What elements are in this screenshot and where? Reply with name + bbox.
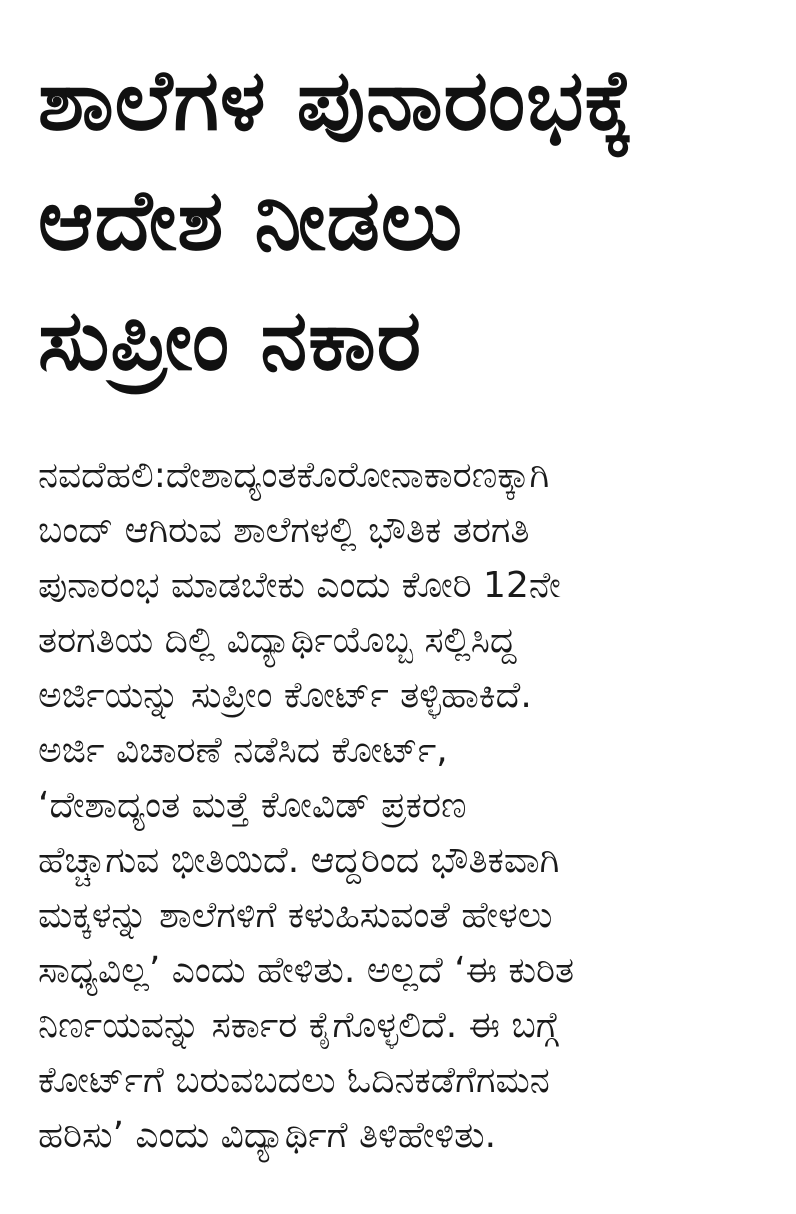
article-body bbox=[38, 448, 766, 1163]
body-line-7: ‘ದೇಶಾದ್ಯಂತ ಮತ್ತೆ ಕೋವಿಡ್ ಪ್ರಕರಣ bbox=[38, 785, 467, 826]
body-line-13: ಹರಿಸು’ ಎಂದು ವಿದ್ಯಾರ್ಥಿಗೆ ತಿಳಿಹೇಳಿತು. bbox=[38, 1115, 497, 1156]
body-line-12: ಕೋರ್ಟ್‌ಗೆ ಬರುವಬದಲು ಓದಿನಕಡೆಗೆಗಮನ bbox=[38, 1060, 550, 1101]
headline-line-2: ಆದೇಶ ನೀಡಲು bbox=[38, 171, 464, 269]
body-line-6: ಅರ್ಜಿ ವಿಚಾರಣೆ ನಡೆಸಿದ ಕೋರ್ಟ್, bbox=[38, 730, 448, 771]
body-line-2: ಬಂದ್ ಆಗಿರುವ ಶಾಲೆಗಳಲ್ಲಿ ಭೌತಿಕ ತರಗತಿ bbox=[38, 510, 530, 551]
headline-line-1: ಶಾಲೆಗಳ ಪುನಾರಂಭಕ್ಕೆ bbox=[38, 51, 635, 149]
headline-line-3: ಸುಪ್ರೀಂ ನಕಾರ bbox=[38, 291, 423, 389]
body-line-9: ಮಕ್ಕಳನ್ನು ಶಾಲೆಗಳಿಗೆ ಕಳುಹಿಸುವಂತೆ ಹೇಳಲು bbox=[38, 895, 553, 936]
body-line-1: ನವದೆಹಲಿ:ದೇಶಾದ್ಯಂತಕೊರೋನಾಕಾರಣಕ್ಕಾಗಿ bbox=[38, 455, 550, 496]
body-line-4: ತರಗತಿಯ ದಿಲ್ಲಿ ವಿದ್ಯಾರ್ಥಿಯೊಬ್ಬ ಸಲ್ಲಿಸಿದ್ದ bbox=[38, 620, 517, 661]
body-line-10: ಸಾಧ್ಯವಿಲ್ಲ’ ಎಂದು ಹೇಳಿತು. ಅಲ್ಲದೆ ‘ಈ ಕುರಿತ bbox=[38, 950, 575, 991]
body-line-8: ಹೆಚ್ಚಾಗುವ ಭೀತಿಯಿದೆ. ಆದ್ದರಿಂದ ಭೌತಿಕವಾಗಿ bbox=[38, 840, 560, 881]
headline bbox=[38, 40, 766, 400]
body-line-3: ಪುನಾರಂಭ ಮಾಡಬೇಕು ಎಂದು ಕೋರಿ 12ನೇ bbox=[38, 565, 561, 606]
body-line-5: ಅರ್ಜಿಯನ್ನು ಸುಪ್ರೀಂ ಕೋರ್ಟ್ ತಳ್ಳಿಹಾಕಿದೆ. bbox=[38, 675, 532, 716]
body-line-11: ನಿರ್ಣಯವನ್ನು ಸರ್ಕಾರ ಕೈಗೊಳ್ಳಲಿದೆ. ಈ ಬಗ್ಗೆ bbox=[38, 1005, 559, 1046]
